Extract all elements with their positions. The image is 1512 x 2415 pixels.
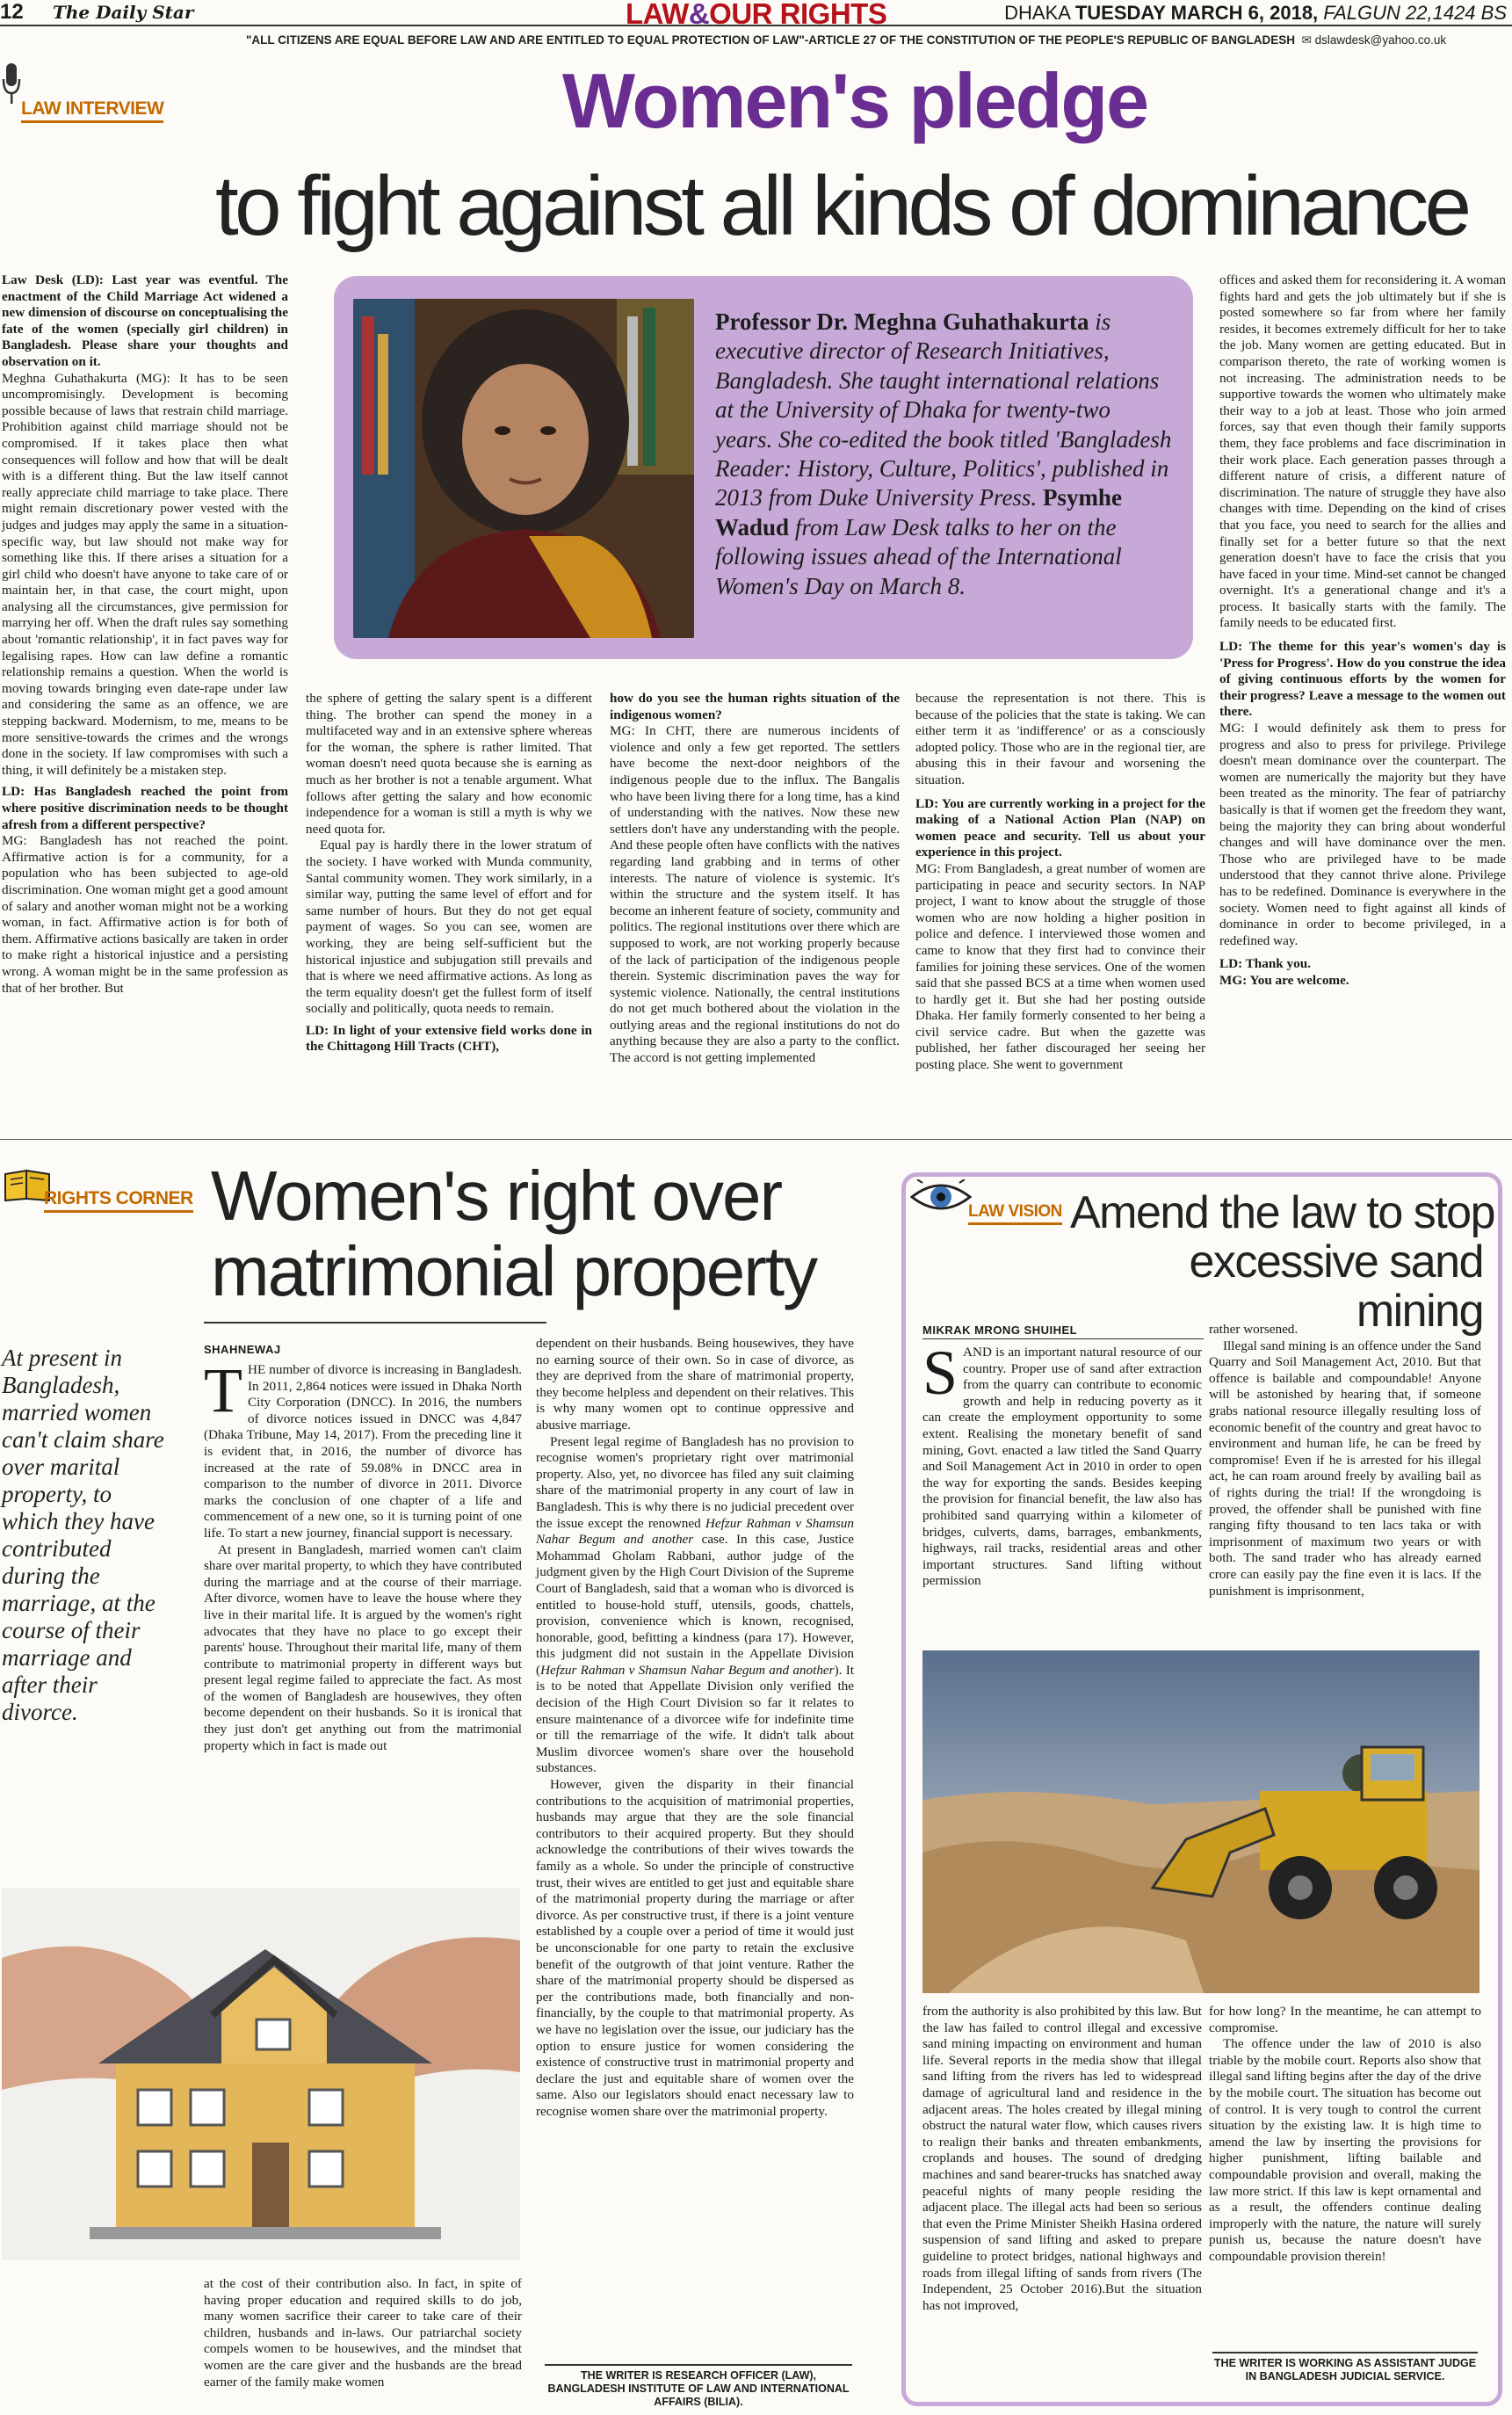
rights-headline-1: Women's right over [211, 1157, 782, 1235]
constitution-quote [246, 33, 1446, 47]
rights-dropcap: T [204, 1355, 242, 1425]
interview-headline-1: Women's pledge [562, 57, 1148, 144]
rights-paragraph: HE number of divorce is increasing in Bangladesh. In 2011, 2,864 notices were issued in Dhaka North City Corporation (DNCC). In 2016, the numbers of divorce notices issued in DNCC was 4,847 (Dhaka Tribune, May 14, 2017). From the preceding line it is evident that, in 2016, the number of divorce has increased at the rate of 59.08% in DNCC area in comparison to the number of divorce in 2011. Divorce marks the conclusion of one chapter of a life and commencement of a new one, so it is turning point of one life. To start a new journey, financial support is necessary. [204, 1362, 522, 1541]
interview-column-3 [610, 691, 900, 1067]
rights-text: case. In this case, Justice Mohammad Gholam Rabbani, author judge of the judgment given by the High Court Division of the Supreme Court of Bangladesh, said that a woman who is divorced is entitled to house-hold stuff, utensils, goods, chattels, provision, convenience which is known, recognised, honorable, good, befitting a kindness (para 17). However, this judgment did not sustain in the Appellate Division ( [536, 1532, 854, 1678]
rights-paragraph: However, given the disparity in their financial contributions to the acquisition of matrimonial properties, husbands may argue that they are the sole financial contributors to their acquired property. But they should acknowledge the contributions of their wives towards the family as a whole. So under the principle of constructive trust, their wives are entitled to get just and equitable share of the matrimonial property during the marriage or after divorce. As per constructive trust, if there is a joint venture established by a couple over a period of time it would just be unconscionable for one party to retain the exclusive benefit of the outgrowth of that joint venture. Rather the share of the matrimonial property should be dispersed as per the contributions made, both financially and non-financially, by the couple to that matrimonial property. As we have no legislation over the issue, our judiciary has the option to ensure justice for women considering the existence of constructive trust in matrimonial property and declare the just and equitable share of women over the same. Also our legislators should enact necessary law to recognise women share over the matrimonial property. [536, 1777, 854, 2119]
section-divider [0, 1139, 1512, 1140]
microphone-icon [2, 63, 21, 107]
rights-case-name: Hefzur Rahman v Shamsun Nahar Begum and another [540, 1662, 835, 1678]
intro-body: is executive director of Research Initiatives, Bangladesh. She taught international relations at the University of Dhaka for twenty-two years. She co-edited the book titled 'Bangladesh Reader: History, Culture, Politics', published in 2013 from Duke University Press. [715, 308, 1172, 511]
dateline-day: TUESDAY MARCH 6, 2018, [1074, 2, 1319, 24]
intro-body-2: from Law Desk talks to her on the following issues ahead of the International Women's Day on March 8. [715, 513, 1122, 599]
rights-text: Present legal regime of Bangladesh has no provision to recognise women's proprietary right over matrimonial property. Also, yet, no divorcee has filed any suit claiming share of the matrimonial property in any court of law in Bangladesh. This is why there is no judicial precedent over the issue except the renowned [536, 1433, 854, 1531]
dateline-city: DHAKA [1004, 2, 1070, 24]
vision-dropcap: S [922, 1338, 959, 1408]
interview-answer: because the representation is not there. This is because of the policies that the state is taking. We can either term it as 'indifference' or as a consciously adopted policy. Those who are in the regional tier, are abusing this in their favour and worsening the situation. [915, 691, 1205, 787]
email-icon: ✉ [1301, 33, 1312, 47]
interview-question: LD: You are currently working in a project for the making of a National Action Plan (NAP) on women peace and security. Tell us about your experience in this project. [915, 795, 1205, 860]
vision-paragraph: for how long? In the meantime, he can attempt to compromise. [1209, 2004, 1481, 2035]
interview-answer: MG: Bangladesh has not reached the point. Affirmative action is for a community, for a population who has been subjected to age-old discrimination. One woman might get a good amount of salary and another woman might not be a working woman, in fact. Affirmative action is for both of them. Affirmative actions basically are taken in order to make right a historical injustice and a persisting wrong. A woman might be in the same profession as that of her brother. But [2, 833, 288, 996]
eye-icon [910, 1179, 972, 1215]
intro-author: Psymhe Wadud [715, 484, 1122, 540]
interview-question: LD: Thank you. [1219, 956, 1311, 972]
vision-paragraph: AND is an important natural resource of our country. Proper use of sand after extraction from the quarry can contribute to economic growth and help in reducing poverty as it can create the employment opportunity to some extent. Realising the monetary benefit of sand mining, Govt. enacted a law titled the Sand Quarry and Soil Management Act in 2010 in order to open the way for exporting the sands. Besides keeping the provision for financial benefit, the law also has prohibited sand quarrying within a kilometer of bridges, culverts, dams, barrages, embankments, highways, rail tracks, residential areas and other important structures. Sand lifting without permission [922, 1345, 1202, 1589]
rights-column-2 [536, 1336, 854, 2121]
interview-answer: MG: You are welcome. [1219, 972, 1349, 988]
section-title [626, 0, 886, 31]
vision-column-2-cont [1209, 2004, 1481, 2266]
quote-text: "ALL CITIZENS ARE EQUAL BEFORE LAW AND ARE ENTITLED TO EQUAL PROTECTION OF LAW"-ARTICLE 27 OF THE CONSTITUTION OF THE PEOPLE'S REPUBLIC OF BANGLADESH [246, 33, 1296, 47]
interview-answer: the sphere of getting the salary spent is a different thing. The brother can spend the money in a multifaceted way and in an extensive sphere whereas for the woman, the sphere is rather limited. That woman doesn't need quota because she is earning as much as her brother is not a tenable argument. What follows after getting the salary and how economic independence for a woman is still a myth is why we need quota for. [306, 691, 592, 837]
vision-headline-1: Amend the law to stop [1070, 1187, 1495, 1238]
interview-answer: Equal pay is hardly there in the lower stratum of the society. I have worked with Munda community, Santal community women. They work similarly, in a similar way, putting the same level of effort and for same number of hours. But they do not get equal payment of wages. So you can see, women are working, they are being self-sufficient but the historical injustice and subjugation still prevails and that is where we need affirmative actions. As long as the term equality doesn't get the fullest form of itself socially and politically, quota needs to remain. [306, 838, 592, 1017]
interview-column-4 [915, 691, 1205, 1074]
interview-column-1 [2, 272, 288, 997]
rights-column-1 [204, 1355, 522, 1754]
rights-case-name: Hefzur Rahman v Shamsun Nahar Begum and another [536, 1515, 854, 1548]
vision-footnote: THE WRITER IS WORKING AS ASSISTANT JUDGE IN BANGLADESH JUDICIAL SERVICE. [1212, 2352, 1478, 2383]
paper-name: The Daily Star [53, 2, 194, 23]
house-hands-image [2, 1888, 520, 2260]
rights-rule [204, 1322, 546, 1324]
section-title-amp: & [688, 0, 710, 30]
law-interview-tag: LAW INTERVIEW [21, 98, 163, 123]
rights-byline: SHAHNEWAJ [204, 1343, 281, 1356]
section-title-a: LAW [626, 0, 689, 30]
rights-text: ). It is to be noted that Appellate Division only verified the decision of the High Court Division so far it relates to ensure maintenance of a divorcee wife for indefinite time or till the remarriage of the wife. It didn't talk about Muslim divorcee women's share over the household substances. [536, 1662, 854, 1776]
interview-question: how do you see the human rights situation of the indigenous women? [610, 691, 900, 722]
interview-headline-2: to fight against all kinds of dominance [215, 159, 1468, 253]
vision-column-1-cont [922, 2004, 1202, 2314]
rights-paragraph: at the cost of their contribution also. In fact, in spite of having proper education and required skills to do job, many women sacrifice their career to take care of their children, husbands and in-laws. Our patriarchal society compels women to be housewives, and the mindset that women are the care giver and the husbands are the bread earner of the family make women [204, 2276, 522, 2390]
rights-pullquote: At present in Bangladesh, married women can't claim share over marital property, to which they have contributed during the marriage, at the course of their marriage and after their divorce. [2, 1345, 164, 1725]
interview-column-2 [306, 691, 592, 1055]
rights-headline-2: matrimonial property [211, 1232, 817, 1310]
interview-answer: offices and asked them for reconsidering it. A woman fights hard and gets the job ultimately but if she is posted somewhere so far from where her family resides, it becomes extremely difficult for her to take the job. Many women are getting educated. But in comparison thereto, the rate of working women is not increasing. The administration needs to be supportive towards the women who ultimately make their way to a job at least. Those who join armed forces, say that even though their family supports them, they face problems and face discrimination in their work place. Each generation passes through a different nature of crisis, a different nature of discrimination. The nature of struggle they have also changes with time. Depending on the kind of crises that you face, you need to search for the allies and finally set for a better future so that the next generation doesn't have to face the crisis that you have faced in your time. Mind-set cannot be changed overnight. It's a generational change and it's a process. It basically starts with the family. The family needs to be educated first. [1219, 272, 1506, 631]
vision-paragraph: from the authority is also prohibited by this law. But the law has failed to control illegal and excessive sand mining impacting on environment and human life. Several reports in the media show that illegal sand lifting from the rivers has led to widespread damage of agricultural land and residence in the adjacent areas. The holes created by illegal mining obstruct the natural water flow, which causes rivers to realign their banks and threaten embankments, croplands and houses. The sound of dredging machines and sand bearer-trucks has snatched away peaceful nights of many people residing the adjacent place. The illegal acts had been so serious that even the Prime Minister Sheikh Hasina ordered suspension of sand lifting and asked to prepare guideline to protect bridges, national highways and roads from illegal lifting of sands from rivers (The Independent, 25 October 2016).But the situation has not improved, [922, 2004, 1202, 2313]
intro-name: Professor Dr. Meghna Guhathakurta [715, 308, 1089, 335]
interview-answer: MG: I would definitely ask them to press for progress and also to press for privilege. Privilege doesn't mean dominance over the counterpart. The women are numerically the majority but they have been treated as the minority. The fear of patriarchy basically is that if women get the freedom they want, being the majority they can bring about wonderful changes and will have dominance over the men. Those who are privileged have to be made understood that they cannot thrive alone. Privilege has to be redefined. Dominance is everywhere in the society. Women need to fight against all kinds of dominance in order to become privileged, in a redefined way. [1219, 721, 1506, 948]
vision-paragraph: rather worsened. [1209, 1322, 1299, 1337]
rights-corner-tag: RIGHTS CORNER [44, 1188, 193, 1213]
vision-paragraph: Illegal sand mining is an offence under the Sand Quarry and Soil Management Act, 2010. But that offence is bailable and compoundable! Anyone will be astonished by hearing that, if someone grabs national resource illegally resulting loss of economic benefit of the country and great havoc to environment and human life, he can be freed by compromise! Even if he is arrested for his illegal act, he can roam around freely by availing bail as of rights during the trial! If the wrongdoing is proved, the offender shall be punished with fine ranging fifty thousand to ten lacs taka or with imprisonment of maximum two years or with both. The sand trader who has already earned crore can easily pay the fine even it is lacs. If the punishment is imprisonment, [1209, 1338, 1481, 1599]
law-vision-tag: LAW VISION [968, 1202, 1062, 1225]
desk-email: dslawdesk@yahoo.co.uk [1314, 33, 1447, 47]
vision-byline: MIKRAK MRONG SHUIHEL [922, 1324, 1204, 1339]
rights-headline [211, 1158, 816, 1309]
dateline-bengali: FALGUN 22,1424 BS [1323, 2, 1507, 24]
vision-column-2 [1209, 1322, 1481, 1599]
dateline [1004, 2, 1507, 25]
interview-question: LD: Has Bangladesh reached the point from where positive discrimination needs to be thought afresh from a different perspective? [2, 784, 288, 832]
interview-column-5 [1219, 272, 1506, 990]
sand-mining-image [922, 1650, 1479, 1993]
intro-text [715, 308, 1172, 601]
interviewee-photo [353, 299, 694, 638]
rights-footnote: THE WRITER IS RESEARCH OFFICER (LAW), BANGLADESH INSTITUTE OF LAW AND INTERNATIONAL AFFAIRS (BILIA). [545, 2364, 852, 2409]
page-number: 12 [0, 0, 24, 24]
vision-headline-2: excessive sand mining [1189, 1237, 1483, 1337]
interview-answer: Meghna Guhathakurta (MG): It has to be seen uncompromisingly. Development is becoming possible because of laws that restrain child marriage. Prohibition against child marriage should not be compromised. If it takes place then what consequences will follow and how that will be dealt with is a different thing. But the law itself cannot really appreciate child marriage to take place. There might remain discretionary power vested with the judges and judges may apply the same in a situation-specific way, but law should not make way for something like this. If there arises a situation for a girl child who doesn't have anyone to take care of or maintain her, in that case, the court might, upon analysing all the circumstances, give permission for marrying her off. When the draft rules say something about 'romantic relationship', it in fact paves way for legalising rapes. How can law define a romantic relationship remains a question. When the world is moving towards bringing even date-rape under law and considering the same as an offence, we are stepping backward. Modernism, to me, means to be more sensitive-towards the crimes and the wrongs done in the society. If law compromises with such a thing, it will definitely be a mistaken step. [2, 370, 288, 778]
interview-question: Law Desk (LD): Last year was eventful. The enactment of the Child Marriage Act widened a new dimension of discourse on conceptualising the fate of the women (specially girl children) in Bangladesh. Please share your thoughts and observation on it. [2, 272, 288, 369]
interview-question: LD: In light of your extensive field works done in the Chittagong Hill Tracts (CHT), [306, 1022, 592, 1055]
vision-column-1 [922, 1338, 1202, 1590]
rights-paragraph: At present in Bangladesh, married women can't claim share over marital property, to which they have contributed during the marriage and at the course of their marriage. After divorce, women have to leave the house where they live in their marital life. It is argued by the women's right advocates that they have no place to go except their parents' house. Throughout their marital life, many of them contribute to matrimonial property in different ways but present legal regime failed to appreciate the fact. As most of the women of Bangladesh are housewives, they often become dependent on their husbands. So it is ironical that they just don't get anything out from the matrimonial property which in fact is made out [204, 1541, 522, 1753]
interview-question: LD: The theme for this year's women's day is 'Press for Progress'. How do you construe the idea of giving continuous efforts by the women for their progress? Leave a message to the women out there. [1219, 639, 1506, 720]
rights-paragraph: dependent on their husbands. Being housewives, they have no earning source of their own. So in case of divorce, as they are deprived from the share of matrimonial property, they become helpless and dependent on their relatives. This is why many women opt to continue oppressive and abusive marriage. [536, 1336, 855, 1432]
rights-paragraph [536, 1434, 854, 1777]
vision-paragraph: The offence under the law of 2010 is also triable by the mobile court. Reports also show that illegal sand lifting begins after the day of the drive by the mobile court. The situation has become out of control. It is very tough to control the current situation by the existing law. It is high time to amend the law by inserting the provisions for higher punishment, lifting bailable and compoundable provision and overall, making the law more strict. If this law is kept ornamental and as a result, the offenders continue dealing improperly with the nature, the nature will surely punish us, because the nature doesn't have compoundable provision therein! [1209, 2036, 1481, 2264]
section-title-b: OUR RIGHTS [709, 0, 887, 30]
rights-column-1-cont [204, 2276, 522, 2390]
interview-answer: MG: From Bangladesh, a great number of women are participating in peace and security sectors. In NAP project, I want to know about the struggle of those women who are now holding a higher position in police and defence. I interviewed those women and came to know that they first had to convince their families for joining these services. One of the women said that she passed BCS at a time when women used to hardly get it. But she had her posting outside Dhaka. Her family formerly consented to her being a civil service cadre. But when the gazette was published, her father discouraged her seeing her posting place. She went to government [915, 860, 1205, 1073]
interview-answer: MG: In CHT, there are numerous incidents of violence and only a few get reported. The settlers have become the next-door neighbors of the indigenous people due to the influx. The Bangalis who have been living there for a long time, has a kind of understanding with the natives. Now these new settlers don't have any understanding with the people. And these people often have conflicts with the natives regarding land grabbing and in terms of other interests. The nature of violence is systemic. It's within the structure and the system itself. It has become an inherent feature of society, community and politics. The regional institutions over there which are supposed to work, are not working properly because of the lack of participation of the indigenous people therein. Systemic discrimination paves the way for systemic violence. Nationally, the central institutions do not get much bothered about the violation in the outlying areas and the regional institutions do not do anything because they are also a party to the conflict. The accord is not getting implemented [610, 723, 900, 1066]
